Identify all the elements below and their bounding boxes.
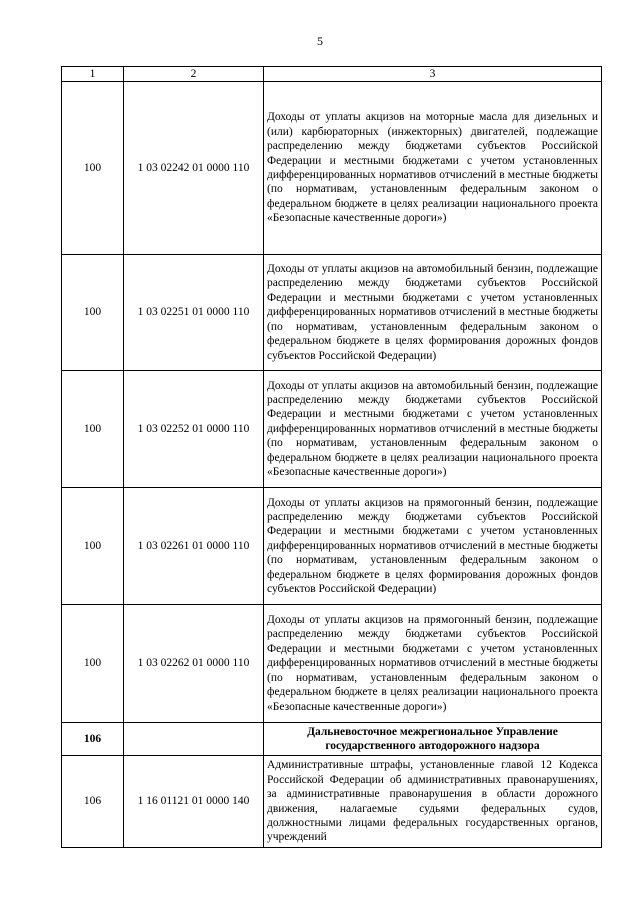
header-col-2: 2 <box>124 67 264 82</box>
section-title: Дальневосточное межрегиональное Управление государственного автодорожного надзора <box>264 723 602 756</box>
header-col-1: 1 <box>62 67 124 82</box>
table-row <box>62 488 602 605</box>
admin-code-cell: 100 <box>62 488 124 605</box>
description-cell: Административные штрафы, установленные главой 12 Кодекса Российской Федерации об административных правонарушениях, за административные правонарушения в области дорожного движения, налагаемые судьями федеральных судов, должностными лицами федеральных государственных органов, учреждений <box>264 756 602 848</box>
revenue-codes-table <box>61 66 602 848</box>
admin-code-cell: 100 <box>62 255 124 371</box>
description-cell: Доходы от уплаты акцизов на прямогонный бензин, подлежащие распределению между бюджетами субъектов Российской Федерации и местными бюджетами с учетом установленных дифференцированных нормативов отчислений в местные бюджеты (по нормативам, установленным федеральным законом о федеральном бюджете в целях реализации национального проекта «Безопасные качественные дороги») <box>264 605 602 723</box>
budget-code-cell: 1 03 02242 01 0000 110 <box>124 82 264 255</box>
budget-code-cell: 1 03 02252 01 0000 110 <box>124 371 264 488</box>
description-cell: Доходы от уплаты акцизов на автомобильный бензин, подлежащие распределению между бюджетами субъектов Российской Федерации и местными бюджетами с учетом установленных дифференцированных нормативов отчислений в местные бюджеты (по нормативам, установленным федеральным законом о федеральном бюджете в целях формирования дорожных фондов субъектов Российской Федерации) <box>264 255 602 371</box>
description-cell: Доходы от уплаты акцизов на прямогонный бензин, подлежащие распределению между бюджетами субъектов Российской Федерации и местными бюджетами с учетом установленных дифференцированных нормативов отчислений в местные бюджеты (по нормативам, установленным федеральным законом о федеральном бюджете в целях формирования дорожных фондов субъектов Российской Федерации) <box>264 488 602 605</box>
header-col-3: 3 <box>264 67 602 82</box>
section-header-row <box>62 723 602 756</box>
table-header-row <box>62 67 602 82</box>
table-row <box>62 371 602 488</box>
page-number: 5 <box>317 34 323 48</box>
budget-code-cell: 1 03 02261 01 0000 110 <box>124 488 264 605</box>
admin-code-cell: 106 <box>62 756 124 848</box>
section-empty-cell <box>124 723 264 756</box>
budget-code-cell: 1 03 02251 01 0000 110 <box>124 255 264 371</box>
table-row <box>62 605 602 723</box>
section-admin-code: 106 <box>62 723 124 756</box>
admin-code-cell: 100 <box>62 371 124 488</box>
table-row <box>62 82 602 255</box>
budget-code-cell: 1 16 01121 01 0000 140 <box>124 756 264 848</box>
admin-code-cell: 100 <box>62 605 124 723</box>
table-row <box>62 255 602 371</box>
budget-code-cell: 1 03 02262 01 0000 110 <box>124 605 264 723</box>
admin-code-cell: 100 <box>62 82 124 255</box>
description-cell: Доходы от уплаты акцизов на моторные масла для дизельных и (или) карбюраторных (инжекторных) двигателей, подлежащие распределению между бюджетами субъектов Российской Федерации и местными бюджетами с учетом установленных дифференцированных нормативов отчислений в местные бюджеты (по нормативам, установленным федеральным законом о федеральном бюджете в целях реализации национального проекта «Безопасные качественные дороги») <box>264 82 602 255</box>
table-row <box>62 756 602 848</box>
description-cell: Доходы от уплаты акцизов на автомобильный бензин, подлежащие распределению между бюджетами субъектов Российской Федерации и местными бюджетами с учетом установленных дифференцированных нормативов отчислений в местные бюджеты (по нормативам, установленным федеральным законом о федеральном бюджете в целях реализации национального проекта «Безопасные качественные дороги») <box>264 371 602 488</box>
